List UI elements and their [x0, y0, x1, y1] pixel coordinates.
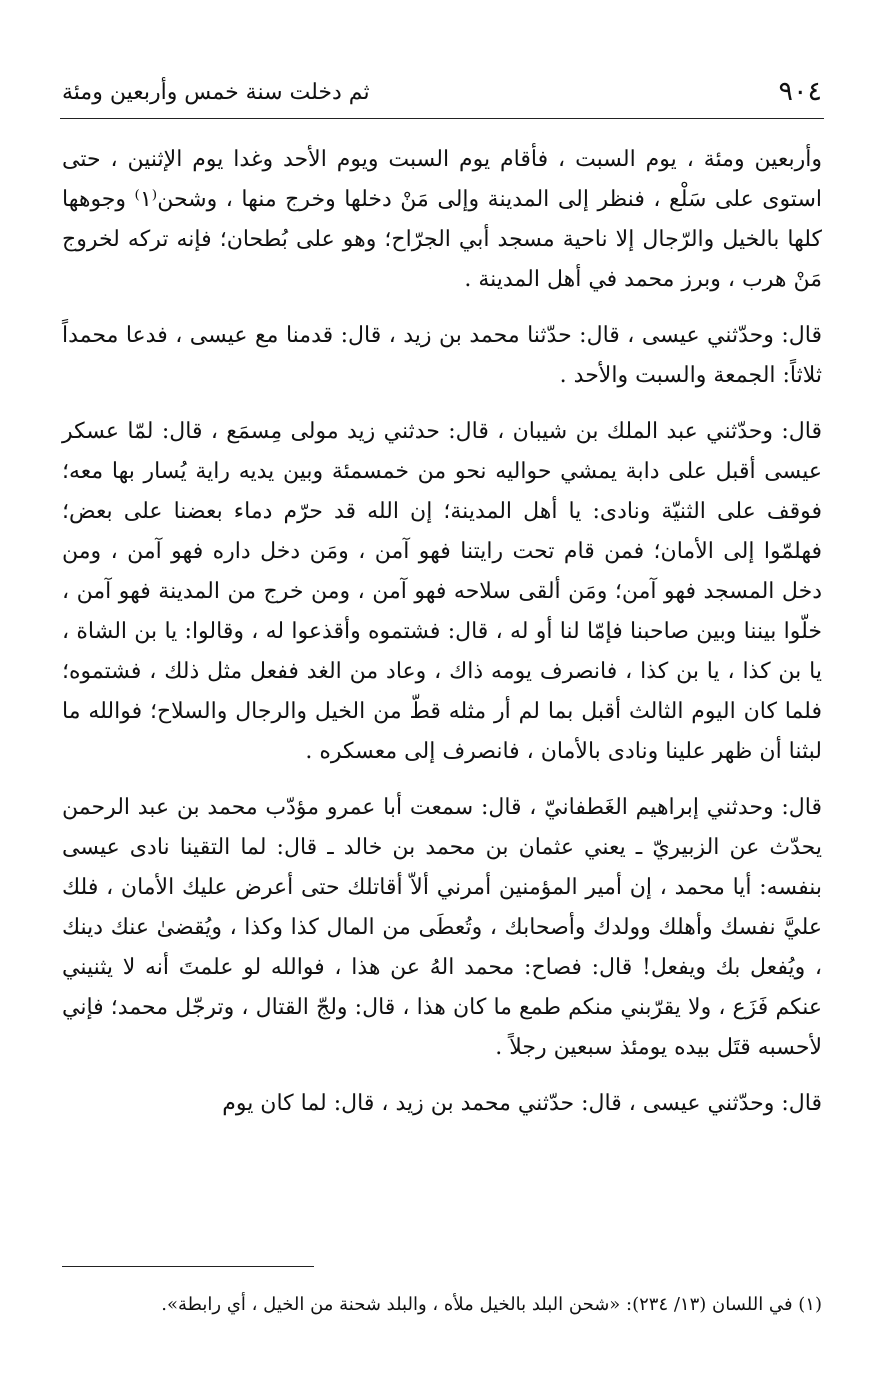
- running-head: [62, 72, 822, 112]
- paragraph: قال: وحدّثني عبد الملك بن شيبان ، قال: حدثني زيد مولى مِسمَع ، قال: لمّا عسكر عيسى أقبل على دابة يمشي حواليه نحو من خمسمئة وبين يديه راية يُسار بها معه؛ فوقف على الثنيّة ونادى: يا أهل المدينة؛ إن الله قد حرّم دماء بعضنا على بعض؛ فهلمّوا إلى الأمان؛ فمن قام تحت رايتنا فهو آمن ، ومَن دخل داره فهو آمن ، ومن دخل المسجد فهو آمن؛ ومَن ألقى سلاحه فهو آمن ، ومن خرج من المدينة فهو آمن ، خلّوا بيننا وبين صاحبنا فإمّا لنا أو له ، قال: فشتموه وأقذعوا له ، وقالوا: يا بن الشاة ، يا بن كذا ، يا بن كذا ، فانصرف يومه ذاك ، وعاد من الغد ففعل مثل ذلك ، فشتموه؛ فلما كان اليوم الثالث أقبل بما لم أر مثله قطّ من الخيل والرجال والسلاح؛ فوالله ما لبثنا أن ظهر علينا ونادى بالأمان ، فانصرف إلى معسكره .: [62, 419, 822, 764]
- page-number: ٩٠٤: [778, 76, 822, 107]
- paragraph: قال: وحدثني إبراهيم الغَطفانيّ ، قال: سمعت أبا عمرو مؤدّب محمد بن عبد الرحمن يحدّث عن الزبيريّ ـ يعني عثمان بن محمد بن خالد ـ قال: لما التقينا نادى عيسى بنفسه: أيا محمد ، إن أمير المؤمنين أمرني ألاّ أقاتلك حتى أعرض عليك الأمان ، فلك عليَّ نفسك وأهلك وولدك وأصحابك ، وتُعطَى من المال كذا وكذا ، ويُقضىٰ عنك دينك ، ويُفعل بك ويفعل! قال: فصاح: محمد الهُ عن هذا ، فوالله لو علمتَ أنه لا يثنيني عنكم فَزَع ، ولا يقرّبني منكم طمع ما كان هذا ، قال: ولجّ القتال ، وترجّل محمد؛ فإني لأحسبه قتَل بيده يومئذ سبعين رجلاً .: [62, 795, 822, 1060]
- running-title: ثم دخلت سنة خمس وأربعين ومئة: [62, 80, 370, 105]
- footnote-separator: [62, 1266, 314, 1267]
- paragraph: قال: وحدّثني عيسى ، قال: حدّثنا محمد بن زيد ، قال: قدمنا مع عيسى ، فدعا محمداً ثلاثاً: الجمعة والسبت والأحد .: [62, 323, 822, 388]
- footnote: (١) في اللسان (١٣/ ٢٣٤): «شحن البلد بالخيل ملأه ، والبلد شحنة من الخيل ، أي رابطة».: [161, 1294, 822, 1315]
- paragraph: وأربعين ومئة ، يوم السبت ، فأقام يوم السبت ويوم الأحد وغدا يوم الإثنين ، حتى استوى على سَلْع ، فنظر إلى المدينة وإلى مَنْ دخلها وخرج منها ، وشحن⁽١⁾ وجوهها كلها بالخيل والرّجال إلا ناحية مسجد أبي الجرّاح؛ وهو على بُطحان؛ فإنه تركه لخروج مَنْ هرب ، وبرز محمد في أهل المدينة .: [62, 147, 822, 292]
- body-text: [62, 140, 822, 1140]
- paragraph: قال: وحدّثني عيسى ، قال: حدّثني محمد بن زيد ، قال: لما كان يوم: [222, 1091, 822, 1116]
- header-rule: [60, 118, 824, 119]
